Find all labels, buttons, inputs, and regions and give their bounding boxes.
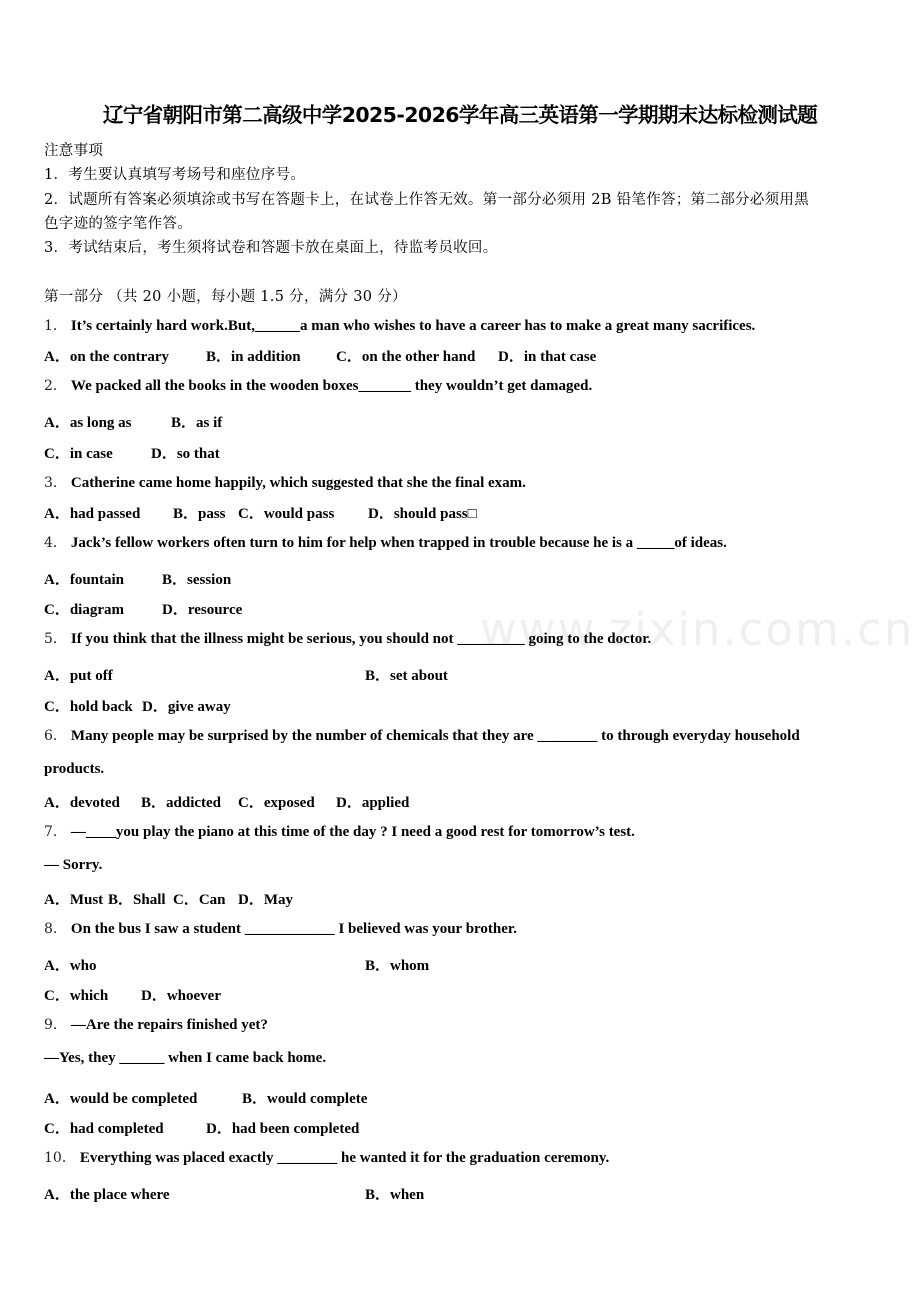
notice-heading: 注意事项: [44, 143, 104, 159]
question-number: 10．: [44, 1150, 76, 1166]
question-number: 1．: [44, 318, 67, 334]
question-number: 5．: [44, 631, 67, 647]
option-1a: A．on the contrary: [44, 349, 169, 365]
question-text: Catherine came home happily, which suggested that she the final exam.: [70, 475, 526, 491]
option-8a: A．who: [44, 958, 97, 974]
option-6d: D．applied: [336, 795, 410, 811]
option-7b: B．Shall: [108, 892, 166, 908]
option-1d: D．in that case: [498, 349, 597, 365]
option-5c: C．hold back: [44, 699, 133, 715]
question-number: 9．: [44, 1017, 67, 1033]
notice-line-3: 3．考试结束后，考生须将试卷和答题卡放在桌面上，待监考员收回。: [44, 240, 498, 256]
option-2a: A．as long as: [44, 415, 132, 431]
question-text: Many people may be surprised by the number of chemicals that they are ________ to through everyday household: [70, 728, 800, 744]
question-text: Jack’s fellow workers often turn to him for help when trapped in trouble because he is a _____of ideas.: [70, 535, 727, 551]
option-9c: C．had completed: [44, 1121, 164, 1137]
option-5d: D．give away: [142, 699, 231, 715]
question-3: [44, 472, 526, 492]
question-text: Everything was placed exactly ________ he wanted it for the graduation ceremony.: [79, 1150, 610, 1166]
option-2d: D．so that: [151, 446, 220, 462]
question-2: [44, 375, 592, 395]
question-number: 6．: [44, 728, 67, 744]
question-8: [44, 918, 517, 938]
question-number: 4．: [44, 535, 67, 551]
option-9a: A．would be completed: [44, 1091, 198, 1107]
question-text: —____you play the piano at this time of the day ? I need a good rest for tomorrow’s test.: [70, 824, 635, 840]
question-5: [44, 628, 651, 648]
question-4: [44, 532, 727, 552]
option-10a: A．the place where: [44, 1187, 170, 1203]
question-number: 2．: [44, 378, 67, 394]
option-8d: D．whoever: [141, 988, 221, 1004]
option-1b: B．in addition: [206, 349, 301, 365]
notice-line-2-cont: 色字迹的签字笔作答。: [44, 216, 192, 232]
option-6c: C．exposed: [238, 795, 315, 811]
option-5b: B．set about: [365, 668, 448, 684]
question-7: [44, 821, 635, 841]
question-number: 3．: [44, 475, 67, 491]
question-6-cont: products.: [44, 761, 105, 777]
section-title: 第一部分 （共 20 小题，每小题 1.5 分，满分 30 分）: [44, 289, 407, 305]
option-8b: B．whom: [365, 958, 430, 974]
option-3c: C．would pass: [238, 506, 335, 522]
option-3a: A．had passed: [44, 506, 141, 522]
option-7c: C．Can: [173, 892, 226, 908]
option-2c: C．in case: [44, 446, 113, 462]
option-2b: B．as if: [171, 415, 223, 431]
question-text: On the bus I saw a student ____________ I believed was your brother.: [70, 921, 517, 937]
question-7-reply: — Sorry.: [44, 857, 103, 873]
notice-line-2: 2．试题所有答案必须填涂或书写在答题卡上，在试卷上作答无效。第一部分必须用 2B 铅笔作答；第二部分必须用黑: [44, 192, 810, 208]
question-10: [44, 1147, 609, 1167]
option-9b: B．would complete: [242, 1091, 368, 1107]
question-1: [44, 315, 755, 335]
question-number: 8．: [44, 921, 67, 937]
option-7a: A．Must: [44, 892, 104, 908]
question-9: [44, 1014, 268, 1034]
option-8c: C．which: [44, 988, 109, 1004]
question-9-reply: —Yes, they ______ when I came back home.: [44, 1050, 327, 1066]
question-text: —Are the repairs finished yet?: [70, 1017, 268, 1033]
page-title: 辽宁省朝阳市第二高级中学2025-2026学年高三英语第一学期期末达标检测试题: [102, 103, 818, 127]
option-7d: D．May: [238, 892, 293, 908]
option-9d: D．had been completed: [206, 1121, 360, 1137]
option-10b: B．when: [365, 1187, 425, 1203]
option-3d: D．should pass□: [368, 506, 477, 522]
option-1c: C．on the other hand: [336, 349, 476, 365]
question-text: We packed all the books in the wooden boxes_______ they wouldn’t get damaged.: [70, 378, 593, 394]
question-number: 7．: [44, 824, 67, 840]
option-6b: B．addicted: [141, 795, 222, 811]
question-6: [44, 725, 800, 745]
notice-line-1: 1．考生要认真填写考场号和座位序号。: [44, 167, 306, 183]
option-5a: A．put off: [44, 668, 113, 684]
option-6a: A．devoted: [44, 795, 120, 811]
option-4a: A．fountain: [44, 572, 125, 588]
option-4d: D．resource: [162, 602, 243, 618]
option-3b: B．pass: [173, 506, 226, 522]
option-4c: C．diagram: [44, 602, 124, 618]
watermark: www.zixin.com.cn: [480, 603, 915, 656]
option-4b: B．session: [162, 572, 232, 588]
question-text: It’s certainly hard work.But,______a man who wishes to have a career has to make a great many sacrifices.: [70, 318, 756, 334]
question-text: If you think that the illness might be serious, you should not _________ going to the doctor.: [70, 631, 652, 647]
